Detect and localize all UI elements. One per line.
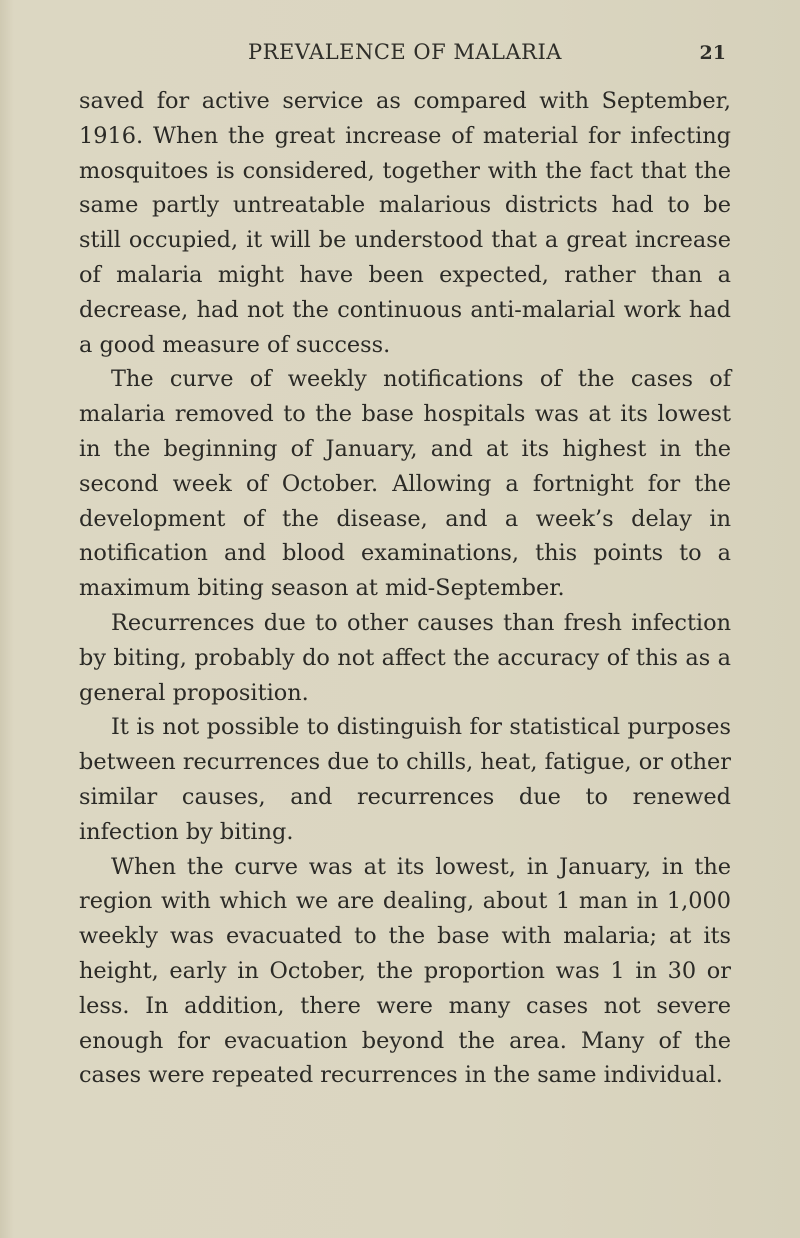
paragraph: saved for active service as compared with September, 1916. When the great increase of material for infecting mosquitoes is considered, together with the fact that the same partly untreatable malarious districts had to be still occupied, it will be understood that a great increase of malaria might have been expected, rather than a decrease, had not the continuous anti-malarial work had a good measure of success.	[79, 88, 731, 358]
page-header	[80, 40, 730, 74]
paragraph: When the curve was at its lowest, in January, in the region with which we are dealing, about 1 man in 1,000 weekly was evacuated to the base with malaria; at its height, early in October, the proportion was 1 in 30 or less. In addition, there were many cases not severe enough for evacuation beyond the area. Many of the cases were repeated recurrences in the same individual.	[79, 853, 731, 1089]
body-text	[79, 84, 731, 1093]
paragraph: The curve of weekly notifications of the cases of malaria removed to the base hospitals was at its lowest in the beginning of January, and at its highest in the second week of October. Allowing a fortnight for the development of the disease, and a week’s delay in notification and blood examinations, this points to a maximum biting season at mid-September.	[79, 366, 731, 602]
paragraph: It is not possible to distinguish for statistical purposes between recurrences due to chills, heat, fatigue, or other similar causes, and recurrences due to renewed infection by biting.	[79, 714, 731, 845]
page-number: 21	[699, 42, 726, 64]
paragraph: Recurrences due to other causes than fresh infection by biting, probably do not affect the accuracy of this as a general proposition.	[79, 609, 731, 706]
running-title: PREVALENCE OF MALARIA	[248, 40, 562, 64]
